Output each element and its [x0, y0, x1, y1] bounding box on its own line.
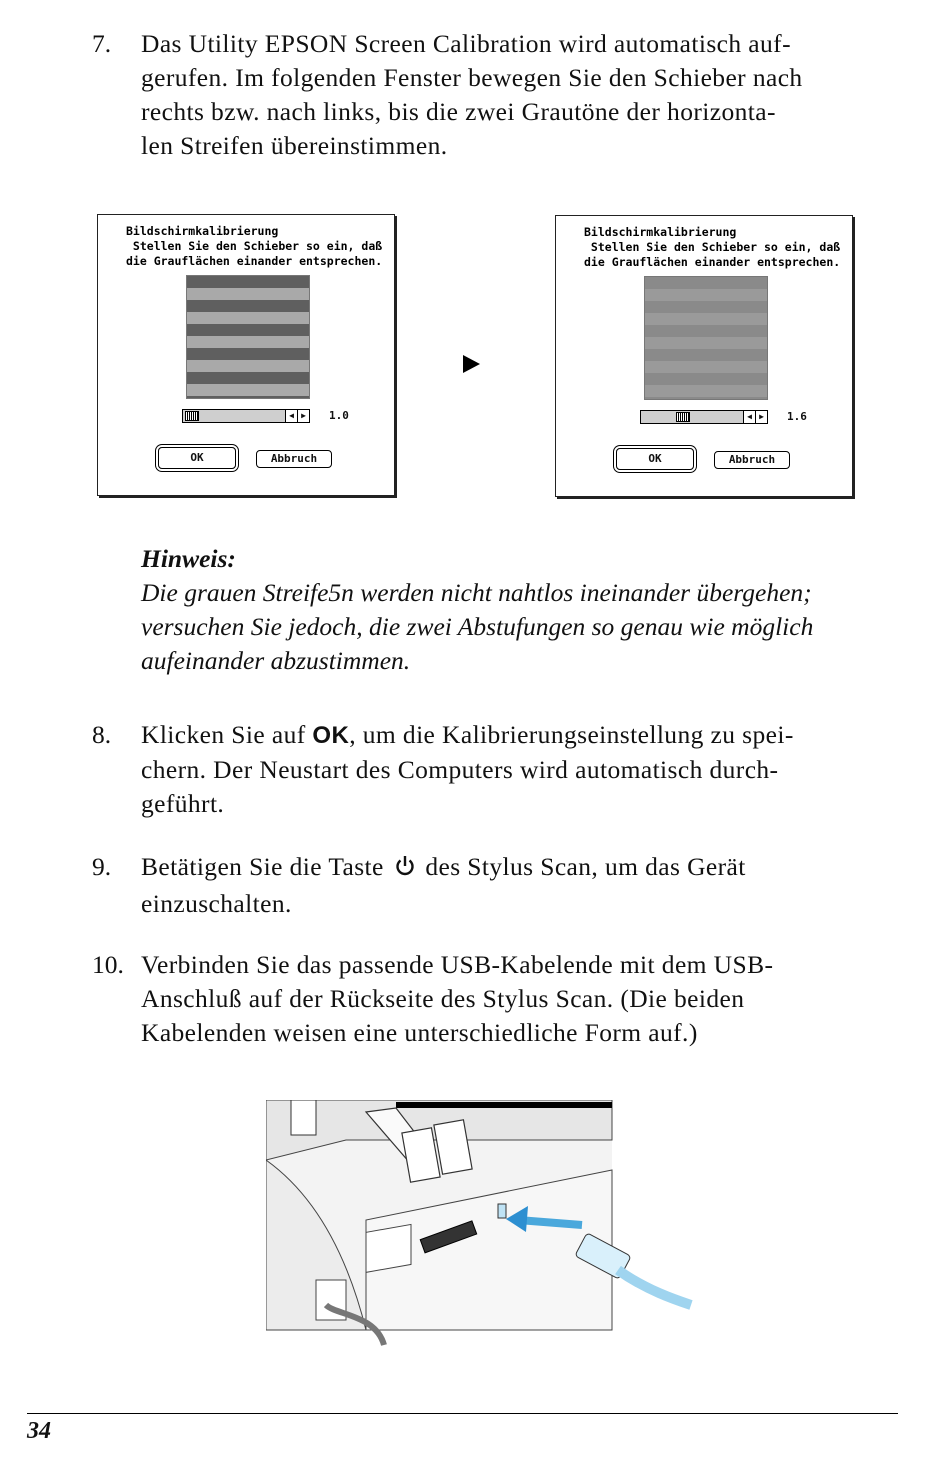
slider-thumb[interactable]	[676, 412, 690, 422]
dialog-instruction-1: Stellen Sie den Schieber so ein, daß	[584, 240, 841, 254]
text-line: Kabelenden weisen eine unterschiedliche Form auf.)	[141, 1018, 698, 1047]
slider-right-arrow[interactable]: ▶	[297, 410, 309, 422]
gamma-value: 1.6	[787, 410, 807, 423]
step-8-text	[141, 718, 901, 821]
text-fragment: Betätigen Sie die Taste	[141, 852, 391, 881]
text-line: Das Utility EPSON Screen Calibration wird automatisch auf-	[141, 29, 791, 58]
cancel-button[interactable]: Abbruch	[714, 451, 790, 469]
cancel-button[interactable]: Abbruch	[256, 450, 332, 468]
step-number: 10.	[92, 950, 124, 979]
text-line: gerufen. Im folgenden Fenster bewegen Sie den Schieber nach	[141, 63, 803, 92]
step-number: 8.	[92, 720, 112, 749]
slider-left-arrow[interactable]: ◀	[743, 411, 755, 423]
right-arrow-icon	[463, 355, 480, 373]
dialog-text	[126, 224, 382, 269]
text-line	[141, 718, 901, 753]
ok-button[interactable]: OK	[158, 447, 236, 469]
slider-thumb[interactable]	[185, 411, 199, 421]
calibration-dialog-before	[97, 214, 395, 496]
note-title: Hinweis:	[141, 544, 236, 573]
ok-label: OK	[312, 722, 350, 749]
text-line: len Streifen übereinstimmen.	[141, 131, 448, 160]
dialog-text	[584, 225, 840, 270]
note-line: aufeinander abzustimmen.	[141, 646, 411, 675]
dialog-title: Bildschirmkalibrierung	[126, 224, 279, 238]
gray-stripes-preview	[186, 275, 310, 399]
step-number: 9.	[92, 852, 112, 881]
dialog-title: Bildschirmkalibrierung	[584, 225, 737, 239]
text-line: chern. Der Neustart des Computers wird automatisch durch-	[141, 755, 779, 784]
text-line	[141, 850, 901, 887]
text-line: geführt.	[141, 789, 225, 818]
note-box	[141, 542, 911, 678]
text-fragment: Klicken Sie auf	[141, 720, 313, 749]
text-line: einzuschalten.	[141, 889, 292, 918]
page-number: 34	[27, 1418, 51, 1444]
ok-button[interactable]: OK	[616, 448, 694, 470]
text-line: Anschluß auf der Rückseite des Stylus Scan. (Die beiden	[141, 984, 745, 1013]
dialog-instruction-2: die Grauflächen einander entsprechen.	[126, 254, 383, 268]
text-fragment: , um die Kalibrierungseinstellung zu spei-	[349, 720, 794, 749]
gray-stripes-preview	[644, 276, 768, 400]
text-line: Verbinden Sie das passende USB-Kabelende mit dem USB-	[141, 950, 774, 979]
text-fragment: des Stylus Scan, um das Gerät	[418, 852, 746, 881]
calibration-dialog-after	[555, 215, 853, 497]
usb-connection-illustration	[266, 1100, 706, 1350]
note-line: Die grauen Streife5n werden nicht nahtlos ineinander übergehen;	[141, 578, 812, 607]
calibration-slider[interactable]	[640, 410, 768, 424]
step-7-text	[141, 27, 901, 163]
step-9-text	[141, 850, 901, 921]
step-number: 7.	[92, 29, 112, 58]
text-line: rechts bzw. nach links, bis die zwei Grautöne der horizonta-	[141, 97, 776, 126]
step-10-text	[141, 948, 901, 1050]
slider-right-arrow[interactable]: ▶	[755, 411, 767, 423]
slider-left-arrow[interactable]: ◀	[285, 410, 297, 422]
calibration-slider[interactable]	[182, 409, 310, 423]
dialog-instruction-2: die Grauflächen einander entsprechen.	[584, 255, 841, 269]
gamma-value: 1.0	[329, 409, 349, 422]
note-line: versuchen Sie jedoch, die zwei Abstufungen so genau wie möglich	[141, 612, 814, 641]
footer-rule	[27, 1413, 898, 1414]
dialog-instruction-1: Stellen Sie den Schieber so ein, daß	[126, 239, 383, 253]
power-button-icon	[395, 853, 415, 887]
